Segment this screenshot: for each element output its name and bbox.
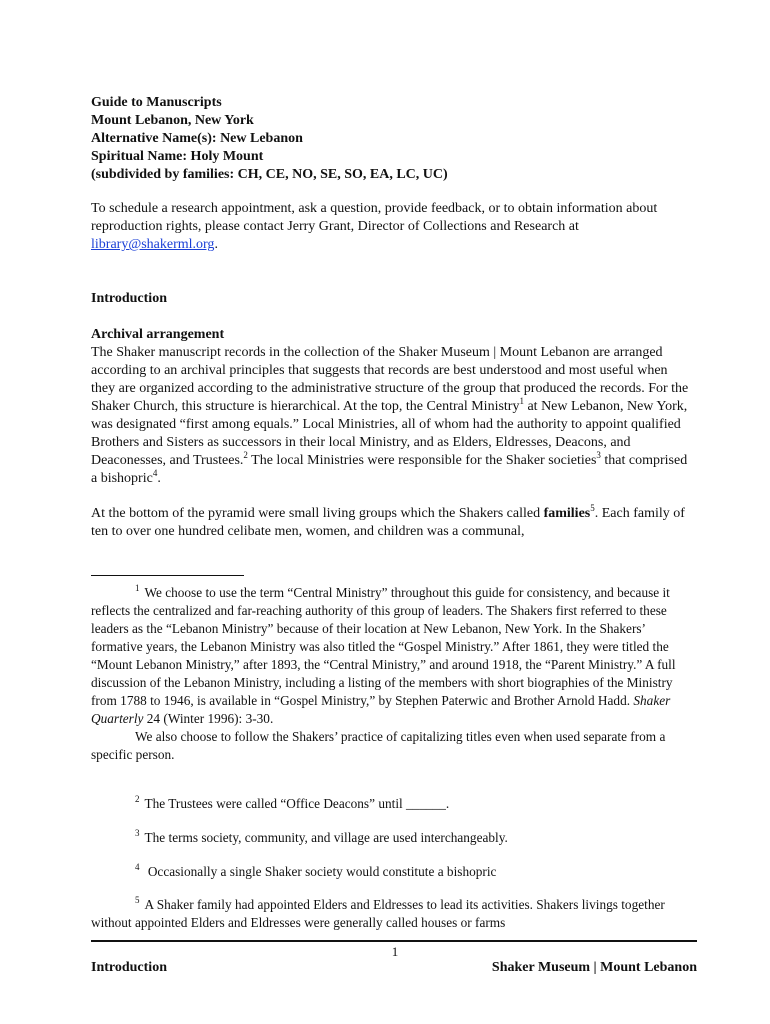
footnote-1 (91, 584, 691, 764)
footer-organization: Shaker Museum | Mount Lebanon (491, 960, 697, 975)
archival-text-a: The Shaker manuscript records in the collection of the Shaker Museum | Mount Lebanon are arranged according to an archival principles that suggests that records are best understood and most useful when they are organized according to the administrative structure of the group that produced the records. For the Shaker Church, this structure is hierarchical. At the top, the Central Ministry (91, 345, 689, 414)
footnote-3 (91, 829, 691, 847)
footnote-5-number: 5 (135, 895, 140, 905)
footnote-2-text: The Trustees were called “Office Deacons” until ______. (144, 796, 450, 811)
footnote-2-number: 2 (135, 794, 140, 804)
guide-title: Guide to Manuscripts (91, 95, 222, 110)
contact-end: . (214, 237, 218, 252)
footnote-1-journal: Shaker Quarterly (91, 693, 671, 726)
footnote-ref-3[interactable]: 3 (596, 450, 601, 460)
document-header (91, 94, 701, 184)
footnote-ref-5[interactable]: 5 (590, 503, 595, 513)
introduction-heading: Introduction (91, 291, 167, 306)
email-link[interactable]: library@shakerml.org (91, 237, 215, 252)
archival-text-b: at New Lebanon, New York, was designated “first among equals.” Local Ministries, all of whom had the authority to appoint qualified Brothers and Sisters as successors in their local Ministry, and as Elders, Eldresses, Deacons, and Deaconesses, and Trustees. (91, 399, 688, 468)
spiritual-name: Spiritual Name: Holy Mount (91, 149, 264, 164)
alternative-name: Alternative Name(s): New Lebanon (91, 131, 303, 146)
footnote-2 (91, 795, 691, 813)
footnote-5-text: A Shaker family had appointed Elders and Eldresses to lead its activities. Shakers livings together without appointed Elders and Eldresses were generally called houses or farms (91, 897, 665, 930)
location-name: Mount Lebanon, New York (91, 113, 254, 128)
archival-text-d: that comprised a bishopric (91, 453, 688, 486)
footnote-1-text: We choose to use the term “Central Ministry” throughout this guide for consistency, and because it reflects the centralized and far-reaching authority of this group of leaders. The Shakers first referred to these leaders as the “Lebanon Ministry” because of their location at New Lebanon, New York. In the Shakers’ formative years, the Lebanon Ministry was also titled the “Gospel Ministry.” After 1861, they were titled the “Mount Lebanon Ministry,” after 1893, the “Central Ministry,” and around 1918, the “Parent Ministry.” A full discussion of the Lebanon Ministry, including a listing of the members with short biographies of the Ministry from 1788 to 1946, is available in “Gospel Ministry,” by Stephen Paterwic and Brother Arnold Hadd. (91, 585, 676, 708)
footnote-4-text: Occasionally a single Shaker society would constitute a bishopric (144, 864, 497, 879)
footnote-4-number: 4 (135, 862, 140, 872)
footer-section-title: Introduction (91, 960, 167, 975)
families-list: (subdivided by families: CH, CE, NO, SE, SO, EA, LC, UC) (91, 167, 448, 182)
footnote-1-main (91, 584, 691, 728)
footnote-3-text: The terms society, community, and village are used interchangeably. (144, 830, 508, 845)
archival-paragraph-2 (91, 505, 691, 541)
archival-text-e: . (157, 471, 161, 486)
footnote-4 (91, 863, 691, 881)
archival-heading: Archival arrangement (91, 327, 225, 342)
footnote-1-extra: We also choose to follow the Shakers’ practice of capitalizing titles even when used separate from a specific person. (91, 729, 666, 762)
page-number: 1 (391, 944, 399, 959)
contact-text: To schedule a research appointment, ask a question, provide feedback, or to obtain information about reproduction rights, please contact Jerry Grant, Director of Collections and Research at (91, 201, 658, 234)
footnote-1-number: 1 (135, 583, 140, 593)
pyramid-text-a: At the bottom of the pyramid were small living groups which the Shakers called (91, 506, 544, 521)
footer-separator (91, 940, 697, 942)
pyramid-text-b: . Each family of ten to over one hundred celibate men, women, and children was a communal, (91, 506, 685, 539)
footnote-5 (91, 896, 691, 932)
archival-paragraph-1 (91, 344, 691, 488)
footnote-3-number: 3 (135, 828, 140, 838)
footnote-ref-4[interactable]: 4 (152, 468, 158, 478)
footnote-ref-2[interactable]: 2 (243, 450, 248, 460)
families-term: families (543, 506, 591, 521)
contact-paragraph (91, 200, 686, 254)
archival-text-c: The local Ministries were responsible for the Shaker societies (247, 453, 597, 468)
footnote-separator (91, 575, 244, 576)
footnote-1-citation: 24 (Winter 1996): 3-30. (143, 711, 274, 726)
footnote-ref-1[interactable]: 1 (519, 396, 524, 406)
